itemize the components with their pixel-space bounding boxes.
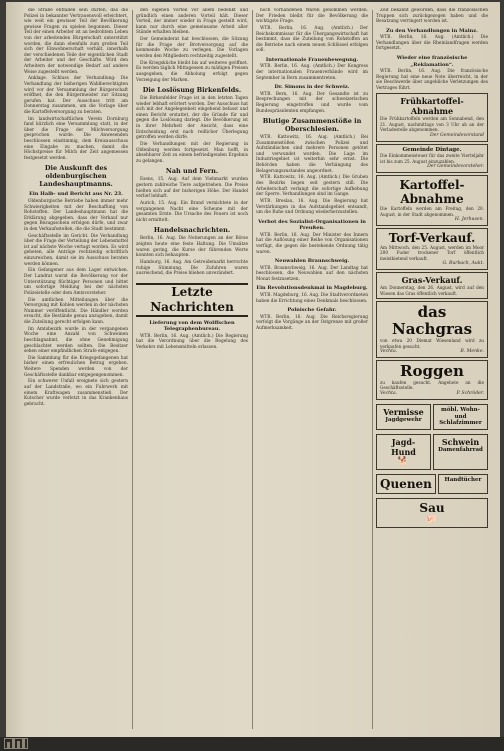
ad-title: Gras-Verkauf. [401, 275, 463, 286]
article-paragraph: WTB. Braunschweig, 16. Aug. Der Landtag hat beschlossen, die Neuwahlen auf den nächsten Monat festzusetzen. [256, 265, 368, 282]
ad-gemeinde [376, 144, 488, 174]
article-heading: Wieder eine französische „Reklamation“. [396, 55, 468, 68]
ad-row [376, 432, 488, 472]
ad-title: Quenen [380, 477, 432, 492]
article-paragraph: WTB. Berlin, 16. Aug. Die französische Regierung hat eine neue Note überreicht, in der sie Beschwerde über angebliche Verletzungen des Vertrages führt. [376, 69, 488, 91]
article-paragraph: WTB. Berlin, 16. Aug. (Amtlich.) Die Verhandlungen über die Rheinlandfragen werden fortgesetzt. [376, 35, 488, 52]
article-paragraph: Die Kriegsküche bleibt bis auf weiteres geöffnet. Es werden täglich Mittagessen zu mäßigen Preisen ausgegeben, die Abholung erfolgt gegen Vorzeigung der Marken. [136, 60, 248, 83]
ad-title: das Nachgras [391, 303, 473, 339]
ad-title: Torf-Verkauf. [388, 231, 476, 246]
library-logo-icon [4, 738, 28, 749]
ad-handtuecher [438, 474, 488, 494]
article-paragraph: WTB. Breslau, 16. Aug. Die Regierung hat Verstärkungen in das Aufstandsgebiet entsandt, um die Ruhe und Ordnung wiederherzustellen. [256, 199, 368, 216]
article-paragraph: WTB. Berlin, 16. Aug. (Amtlich.) Die Regierung hat die Verordnung über die Regelung des Verkehrs mit Lebensmitteln erlassen. [136, 333, 248, 350]
ad-place: Vechta. [380, 390, 398, 396]
article-heading: Verbot des Sozialist-Organisationen in Preußen. [258, 218, 366, 232]
article-heading: Zu den Verhandlungen in Mainz. [386, 27, 478, 34]
article-paragraph: Die Birkenfelder Frage ist in den letzten Tagen wieder lebhaft erörtert worden. Der Ausschuss hat sich mit der Angelegenheit eingehend befasst und einen Bericht erstattet, der die Gründe für und gegen die Loslösung darlegt. Die Bevölkerung ist in ihrer Mehrheit der Ansicht, dass eine Entscheidung erst nach reiflicher Überlegung getroffen werden dürfe. [136, 96, 248, 141]
article-heading: Internationale Frauenbewegung. [265, 56, 359, 63]
ad-signature-text: Der Gemeindevorsteher. [427, 164, 484, 170]
article-paragraph: WTB. Berlin, 16. Aug. Der Minister des Innern hat die Auflösung einer Reihe von Organisationen verfügt, die gegen die bestehende Ordnung tätig waren. [256, 232, 368, 255]
column-rule [252, 10, 253, 729]
article-paragraph: Ein Gefangener aus dem Lager entwichen. Der Landrat warnt die Bevölkerung vor der Unterstützung flüchtiger Personen und bittet um sofortige Meldung bei der nächsten Polizeistelle oder dem Amtsvorsteher. [24, 268, 128, 296]
scanner-footer-strip [0, 737, 504, 751]
ad-title: Frühkartoffel-Abnahme [400, 96, 464, 117]
article-heading: Nah und Fern. [165, 167, 219, 176]
article-heading: Dr. Simons in der Schweiz. [274, 84, 350, 91]
article-paragraph: die Straße entfallen sein dürfen, das die Polizei in bekannter Vertrauensvoll erleichtert, wie weit ein gewisser Teil der Bevölkerung gewisse Fragen zu spielen begonnen. Dieser Teil der einen Arbeiter ist an bedrohtem Leben von der arbeitenden Bürgerschaft unterstützt worden, die dann ebenfalls zum großen Teil sich der Einwohnerschaft verhält, innerhalb der verschiedenen Teile der eigentlichen Stadt der Arbeiter und der Geschäfte. Wird den Arbeitern der notwendige Bedarf auf andere Weise zugestellt werden. [24, 8, 128, 75]
ad-signature [380, 217, 484, 223]
article-heading: Neuwahlen Braunschweig. [274, 258, 350, 265]
article-paragraph: Ein schwerer Unfall ereignete sich gestern auf der Landstraße, wo ein Fuhrwerk mit einem Kraftwagen zusammenstieß. Der Kutscher wurde verletzt in das Krankenhaus gebracht. [24, 379, 128, 407]
article-paragraph: Die Sammlung für die Kriegsgefangenen hat bisher einen erfreulichen Betrag ergeben. Weitere Spenden werden von der Geschäftsstelle dankbar entgegengenommen. [24, 355, 128, 378]
ad-title: Gemeinde Dintage. [402, 146, 462, 153]
column-2 [136, 8, 248, 731]
ad-subtitle: Damenfahrrad [438, 447, 483, 454]
article-paragraph: WTB. Bern, 16. Aug. Der Gesandte ist zu Besprechungen mit der schweizerischen Regierung eingetroffen und wurde vom Bundespräsidenten empfangen. [256, 91, 368, 114]
ad-sau [376, 498, 488, 528]
ad-signature [380, 164, 484, 170]
article-heading: Handelsnachrichten. [153, 226, 231, 235]
ad-title: möbl. Wohn- und Schlafzimmer [439, 406, 482, 427]
ad-vermisse [376, 404, 431, 430]
ad-title: Schwein [441, 437, 480, 448]
article-paragraph: Die Verhandlungen mit der Regierung in Oldenburg werden fortgesetzt. Man hofft, in absehbarer Zeit zu einem befriedigenden Ergebnis zu gelangen. [136, 142, 248, 164]
column-4 [376, 8, 488, 731]
article-paragraph: noch vorhandenen Waren genommen werden. Der Frieden bleibt für die Bevölkerung die wichtigste Frage. [256, 8, 368, 25]
ad-nachgras [376, 301, 488, 358]
ad-kartoffel [376, 175, 488, 226]
ad-title: Sau [419, 501, 445, 516]
ad-body: Am Donnerstag, den 26. August, wird auf den Wiesen das Gras öffentlich verkauft. [380, 285, 484, 296]
ad-title: Handtücher [444, 477, 482, 484]
article-paragraph: Hamburg, 16. Aug. Am Getreidemarkt herrschte ruhige Stimmung. Die Zufuhren waren ausreichend, die Preise blieben unverändert. [136, 259, 248, 277]
ad-fruehkartoffel [376, 93, 488, 141]
ad-subtitle: Jagdgewehr [385, 416, 422, 423]
ad-body: Die Frühkartoffeln werden am Sonnabend, den 21. August, nachmittags von 3 Uhr ab an der Verladestelle abgenommen. [380, 116, 484, 133]
article-paragraph: Anklage. Schluss der Verhandlung: Die Verhandlung der bisherigen Wahlberechtigten wird vor der Versammlung der Bürgerschaft eröffnet, die den Bürgermeister zur Sitzung gerufen hat. Der Ausschuss tritt am Donnerstag zusammen, um die Vorlage über die Kartoffelversorgung zu beraten. [24, 76, 128, 115]
newspaper-page [6, 2, 500, 737]
ad-quenen [376, 474, 436, 494]
article-heading: Blutige Zusammenstöße in Oberschlesien. [262, 117, 362, 134]
ad-signature-text: Der Gemeindevorstand [429, 132, 484, 138]
ad-moebel [433, 404, 488, 430]
ad-signature [380, 391, 484, 397]
banner-subheading: Lieferung von dem Wolffschen Telegraphenbureau. [149, 319, 235, 333]
article-paragraph: WTB. Kattowitz, 16. Aug. (Amtlich.) Bei Zusammenstößen zwischen Polizei und Aufständischen sind mehrere Personen getötet und verwundet worden. Die Lage im Industriegebiet ist weiterhin sehr ernst. Die Behörden haben die Verhängung des Belagerungszustandes angeordnet. [256, 135, 368, 174]
ad-signature-text: G. Burbach, Aukt. [442, 261, 484, 267]
ad-row [376, 402, 488, 432]
column-1 [24, 8, 128, 731]
article-paragraph: WTB. Kattowitz, 16. Aug. (Amtlich.) Die Gruben des Bezirks liegen seit gestern still. Die Arbeiterschaft verlangt die sofortige Aufhebung der Sperre. Verhandlungen sind im Gange. [256, 175, 368, 198]
article-paragraph: WTB. Berlin, 16. Aug. Die Reichsregierung verfolgt die Vorgänge an der Ostgrenze mit großer Aufmerksamkeit. [256, 314, 368, 331]
article-paragraph: Im landwirtschaftlichen Verein Dornburg fand kürzlich eine Versammlung statt, in der über die Frage der Milchversorgung gesprochen wurde. Die Anwesenden beschlossen einstimmig, dem Kreisausschuss eine Eingabe zu machen, damit die Höchstpreise für Milch der Zeit angemessen festgesetzt werden. [24, 116, 128, 161]
ad-roggen [376, 360, 488, 400]
article-paragraph: Zeit bekannt geworden, dass die französischen Truppen sich zurückgezogen haben und die Besatzung verringert worden ist. [376, 8, 488, 25]
ad-body: von etwa 20 Diemat Wiesenland wird zu verkaufen gesucht. [380, 338, 484, 349]
article-paragraph: WTB. Berlin, 16. Aug. (Amtlich.) Der Kongress der internationalen Frauenverbände wird im September in Bern zusammentreten. [256, 64, 368, 81]
ad-torf [376, 228, 488, 270]
article-paragraph: WTB. Magdeburg, 16. Aug. Die Stadtverordneten haben die Errichtung eines Denkmals beschlossen. [256, 292, 368, 304]
ad-body: Die Einkommensteuer für das zweite Vierteljahr ist bis zum 25. August einzuzahlen. [380, 153, 484, 164]
dog-icon: 🐕 [397, 457, 410, 468]
ad-title: Vermisse [383, 406, 424, 417]
article-paragraph: Geschäftsstelle im Gericht. Die Verhandlung über die Frage der Verteilung der Lebensmittel ist auf nächste Woche vertagt worden. Es wird gebeten, alle Anträge rechtzeitig schriftlich einzureichen, damit sie im Ausschuss beraten werden können. [24, 233, 128, 267]
ad-schwein [433, 434, 488, 470]
article-paragraph: Berlin, 16. Aug. Die Notierungen an der Börse zeigten heute eine feste Haltung. Die Umsätze waren gering, die Kurse der führenden Werte konnten sich behaupten. [136, 236, 248, 259]
article-paragraph: Die amtlichen Mitteilungen über die Versorgung mit Kohlen werden in der nächsten Nummer veröffentlicht. Die Händler werden ersucht, die Bestände genau anzugeben, damit die Zuteilung gerecht erfolgen kann. [24, 297, 128, 325]
ad-signature [380, 133, 484, 139]
article-heading: Polnische Gefahr. [287, 307, 337, 314]
article-paragraph: Der Gemeinderat hat beschlossen, die Sitzung für die Frage der Brotversorgung auf die kommende Woche zu verlegen. Die Vorlagen werden den Mitgliedern rechtzeitig zugestellt. [136, 37, 248, 59]
article-paragraph: den eigenen Vorteil vor allem bedenkt und gründlich einen anderen Vorteil hält. Dieser Vorteil, der immer wieder in Frage gestellt wird, kann nur durch eine gemeinsame Arbeit aller Stände erhalten bleiben. [136, 8, 248, 36]
article-heading: Die Auskunft des oldenburgischen Landeshauptmanns. [39, 164, 113, 189]
column-rule [372, 10, 373, 729]
ad-signature [380, 349, 484, 355]
ad-title: Roggen [400, 361, 464, 380]
article-paragraph: WTB. Berlin, 16. Aug. (Amtlich.) Der Reichskommissar für die Übergangswirtschaft hat bestimmt, dass die Zuteilung von Rohstoffen an die Betriebe nach einem neuen Schlüssel erfolgen soll. [256, 25, 368, 54]
ad-body: Die Kartoffeln werden am Freitag, den 20. August, in der Stadt abgenommen. [380, 206, 484, 217]
ad-body: Am Mittwoch, den 25. August, werden im Moor 200 Fuder trockener Torf öffentlich meistbietend verkauft. [380, 245, 484, 261]
column-3 [256, 8, 368, 731]
article-paragraph: Oldenburgische Betriebe haben immer mehr Schwierigkeiten mit der Beschaffung von Rohstoffen. Der Landeshauptmann hat die Erklärung abgegeben, dass der Verkauf nur gegen Bezugsschein erfolgen dürfe, und zwar in den Verkaufsstellen, die die Stadt bestimmt. [24, 198, 128, 232]
ad-title: Jagd-Hund [391, 437, 416, 458]
article-subheading: Ein Halb- und Bericht aus Nr. 23. [29, 191, 123, 198]
column-rule [132, 10, 133, 729]
article-paragraph: Aurich, 15. Aug. Ein Brand vernichtete in der vergangenen Nacht eine Scheune mit der gesamten Ernte. Die Ursache des Feuers ist noch nicht ermittelt. [136, 200, 248, 223]
ad-row [376, 472, 488, 496]
ad-jagdhund [376, 434, 431, 470]
article-paragraph: Im Amtsbezirk wurde in der vergangenen Woche eine Anzahl von Schweinen beschlagnahmt, die ohne Genehmigung geschlachtet werden sollten. Die Besitzer sehen einer empfindlichen Strafe entgegen. [24, 326, 128, 355]
ad-signature-text: H. Jerhusen. [454, 217, 484, 223]
ad-signature-text: B. Menke. [460, 348, 484, 354]
article-heading: Die Loslösung Birkenfelds. [142, 86, 242, 95]
article-heading: Ein Revolutionsdenkmal in Magdeburg. [256, 285, 368, 292]
ad-place: Vechta. [380, 348, 398, 354]
ad-title: Kartoffel-Abnahme [399, 178, 465, 207]
ad-body: zu kaufen gesucht. Angebote an die Geschäftsstelle. [380, 379, 484, 391]
ad-signature [380, 261, 484, 267]
ad-signature-text: P. Schröder. [456, 390, 484, 396]
pig-icon: 🐖 [426, 515, 438, 526]
ad-gras [376, 272, 488, 299]
latest-news-banner: Letzte Nachrichten [136, 283, 248, 317]
article-paragraph: Esens, 15. Aug. Auf dem Viehmarkt wurden gestern zahlreiche Tiere aufgetrieben. Die Preise hielten sich auf der bisherigen Höhe. Der Handel verlief lebhaft. [136, 177, 248, 200]
